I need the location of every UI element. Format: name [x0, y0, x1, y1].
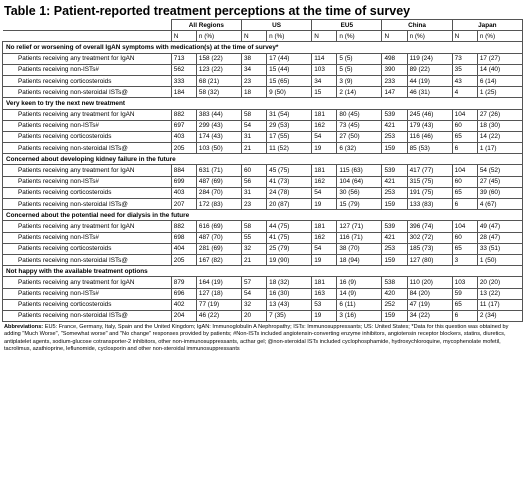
n-cell: 159 [382, 143, 407, 154]
pct-cell: 24 (78) [267, 187, 312, 198]
n-cell: 38 [241, 53, 266, 64]
n-cell: 65 [452, 187, 477, 198]
n-cell: 54 [241, 288, 266, 299]
n-cell: 184 [171, 87, 196, 98]
table-body [3, 20, 523, 322]
n-cell: 253 [382, 131, 407, 142]
pct-cell: 174 (43) [196, 131, 241, 142]
perceptions-table [2, 19, 523, 322]
n-cell: 58 [241, 109, 266, 120]
pct-header: n (%) [267, 31, 312, 42]
pct-cell: 281 (69) [196, 243, 241, 254]
n-cell: 181 [312, 165, 337, 176]
pct-cell: 127 (18) [196, 288, 241, 299]
row-label: Patients receiving corticosteroids [3, 75, 172, 86]
pct-cell: 16 (9) [337, 277, 382, 288]
n-cell: 23 [241, 75, 266, 86]
pct-cell: 383 (44) [196, 109, 241, 120]
n-cell: 538 [382, 277, 407, 288]
pct-cell: 417 (77) [407, 165, 452, 176]
pct-cell: 631 (71) [196, 165, 241, 176]
column-header-row [3, 31, 523, 42]
pct-cell: 80 (45) [337, 109, 382, 120]
pct-cell: 84 (20) [407, 288, 452, 299]
pct-cell: 85 (53) [407, 143, 452, 154]
row-label: Patients receiving any treatment for IgAN [3, 277, 172, 288]
table-row [3, 120, 523, 131]
n-cell: 539 [382, 221, 407, 232]
pct-cell: 77 (19) [196, 299, 241, 310]
n-cell: 159 [382, 199, 407, 210]
pct-cell: 119 (24) [407, 53, 452, 64]
pct-cell: 15 (79) [337, 199, 382, 210]
pct-cell: 3 (16) [337, 310, 382, 321]
row-label: Patients receiving any treatment for IgAN [3, 109, 172, 120]
n-cell: 6 [452, 199, 477, 210]
pct-cell: 487 (69) [196, 176, 241, 187]
table-row [3, 243, 523, 254]
n-cell: 60 [452, 176, 477, 187]
pct-cell: 46 (31) [407, 87, 452, 98]
table-row [3, 165, 523, 176]
n-cell: 32 [241, 243, 266, 254]
table-row [3, 87, 523, 98]
pct-cell: 11 (17) [477, 299, 522, 310]
n-cell: 34 [312, 75, 337, 86]
footnote-text: EU5: France, Germany, Italy, Spain and the United Kingdom; IgAN: Immunoglobulin A Nephropathy; ISTs: Immunosuppressants; US: United States; *Data for this question was obtained by adding "Much Worse", "Somewhat worse" and "No change" responses provided by patients; #Non-ISTs included angiotensin-converting enzyme inhibitors, angiotensin receptor blockers, statins, diuretics, antiplatelet agents, sodium-glucose cotransporter-2 inhibitors, other non-immunosuppressants, acthar gel; @non-steroidal ISTs included cyclophosphamide, hydroxychloroquine, mycophenolate mofetil, tacrolimus, azathioprine, leflunomide, cyclosporin and other non-steroidal immunosuppressants [4, 324, 509, 352]
pct-cell: 20 (20) [477, 277, 522, 288]
pct-cell: 41 (75) [267, 232, 312, 243]
n-cell: 162 [312, 176, 337, 187]
table-row [3, 199, 523, 210]
row-label: Patients receiving corticosteroids [3, 187, 172, 198]
region-header: EU5 [312, 20, 382, 31]
n-cell: 3 [452, 254, 477, 265]
region-header: Japan [452, 20, 522, 31]
n-cell: 19 [312, 143, 337, 154]
n-cell: 19 [312, 199, 337, 210]
n-cell: 698 [171, 232, 196, 243]
n-cell: 699 [171, 176, 196, 187]
n-cell: 404 [171, 243, 196, 254]
n-cell: 23 [241, 199, 266, 210]
row-label: Patients receiving non-steroidal ISTs@ [3, 87, 172, 98]
pct-cell: 5 (5) [337, 53, 382, 64]
pct-cell: 15 (44) [267, 64, 312, 75]
pct-cell: 28 (47) [477, 232, 522, 243]
table-row [3, 109, 523, 120]
table-row [3, 299, 523, 310]
table-row [3, 221, 523, 232]
n-cell: 114 [312, 53, 337, 64]
n-cell: 162 [312, 120, 337, 131]
pct-cell: 158 (22) [196, 53, 241, 64]
table-row [3, 277, 523, 288]
n-cell: 205 [171, 143, 196, 154]
n-cell: 697 [171, 120, 196, 131]
n-cell: 402 [171, 299, 196, 310]
n-cell: 6 [452, 310, 477, 321]
n-cell: 73 [452, 53, 477, 64]
pct-cell: 15 (65) [267, 75, 312, 86]
pct-cell: 27 (26) [477, 109, 522, 120]
n-cell: 103 [452, 277, 477, 288]
pct-cell: 487 (70) [196, 232, 241, 243]
n-header: N [312, 31, 337, 42]
region-header: China [382, 20, 452, 31]
n-cell: 18 [241, 87, 266, 98]
table-row [3, 64, 523, 75]
pct-cell: 18 (94) [337, 254, 382, 265]
row-label: Patients receiving any treatment for IgAN [3, 53, 172, 64]
row-label: Patients receiving corticosteroids [3, 299, 172, 310]
table-row [3, 131, 523, 142]
n-cell: 539 [382, 109, 407, 120]
n-cell: 20 [241, 310, 266, 321]
pct-cell: 14 (9) [337, 288, 382, 299]
pct-cell: 27 (45) [477, 176, 522, 187]
section-heading: Concerned about developing kidney failure in the future [3, 154, 523, 165]
pct-cell: 4 (67) [477, 199, 522, 210]
n-cell: 21 [241, 254, 266, 265]
row-label: Patients receiving non-steroidal ISTs@ [3, 254, 172, 265]
table-row [3, 288, 523, 299]
pct-cell: 68 (21) [196, 75, 241, 86]
pct-cell: 6 (32) [337, 143, 382, 154]
n-cell: 31 [241, 187, 266, 198]
pct-cell: 6 (11) [337, 299, 382, 310]
pct-cell: 38 (70) [337, 243, 382, 254]
row-label: Patients receiving corticosteroids [3, 131, 172, 142]
table-row [3, 310, 523, 321]
pct-cell: 33 (51) [477, 243, 522, 254]
pct-header: n (%) [337, 31, 382, 42]
footnote [0, 322, 523, 353]
n-cell: 403 [171, 131, 196, 142]
n-header: N [452, 31, 477, 42]
n-cell: 562 [171, 64, 196, 75]
n-cell: 55 [241, 232, 266, 243]
section-heading: Not happy with the available treatment options [3, 266, 523, 277]
row-label: Patients receiving any treatment for IgAN [3, 221, 172, 232]
pct-cell: 616 (69) [196, 221, 241, 232]
row-label: Patients receiving non-steroidal ISTs@ [3, 199, 172, 210]
pct-cell: 123 (22) [196, 64, 241, 75]
n-cell: 34 [241, 64, 266, 75]
n-cell: 333 [171, 75, 196, 86]
table-row [3, 53, 523, 64]
pct-cell: 103 (50) [196, 143, 241, 154]
table-row [3, 176, 523, 187]
n-cell: 713 [171, 53, 196, 64]
pct-cell: 127 (80) [407, 254, 452, 265]
pct-cell: 179 (43) [407, 120, 452, 131]
n-cell: 204 [171, 310, 196, 321]
pct-cell: 127 (71) [337, 221, 382, 232]
pct-cell: 302 (72) [407, 232, 452, 243]
pct-cell: 115 (63) [337, 165, 382, 176]
n-cell: 21 [241, 143, 266, 154]
section-heading-row [3, 210, 523, 221]
section-heading-row [3, 98, 523, 109]
pct-cell: 34 (22) [407, 310, 452, 321]
n-cell: 65 [452, 243, 477, 254]
table-row [3, 232, 523, 243]
region-header: All Regions [171, 20, 241, 31]
pct-cell: 299 (43) [196, 120, 241, 131]
n-cell: 60 [452, 120, 477, 131]
n-cell: 205 [171, 254, 196, 265]
section-heading: Concerned about the potential need for dialysis in the future [3, 210, 523, 221]
n-cell: 4 [452, 87, 477, 98]
section-heading: Very keen to try the next new treatment [3, 98, 523, 109]
pct-cell: 1 (17) [477, 143, 522, 154]
pct-cell: 14 (40) [477, 64, 522, 75]
pct-cell: 172 (83) [196, 199, 241, 210]
pct-cell: 7 (35) [267, 310, 312, 321]
footnote-abbr-label: Abbreviations: [4, 324, 44, 331]
pct-cell: 19 (90) [267, 254, 312, 265]
n-cell: 252 [382, 299, 407, 310]
n-cell: 159 [382, 310, 407, 321]
n-cell: 104 [452, 165, 477, 176]
pct-cell: 25 (79) [267, 243, 312, 254]
n-cell: 390 [382, 64, 407, 75]
pct-cell: 245 (46) [407, 109, 452, 120]
pct-cell: 30 (56) [337, 187, 382, 198]
n-cell: 60 [452, 232, 477, 243]
n-header: N [241, 31, 266, 42]
n-cell: 421 [382, 120, 407, 131]
n-cell: 181 [312, 277, 337, 288]
region-header-row [3, 20, 523, 31]
section-heading: No relief or worsening of overall IgAN symptoms with medication(s) at the time of survey* [3, 42, 523, 53]
pct-cell: 185 (73) [407, 243, 452, 254]
n-cell: 104 [452, 221, 477, 232]
pct-cell: 29 (53) [267, 120, 312, 131]
n-cell: 43 [452, 75, 477, 86]
n-cell: 147 [382, 87, 407, 98]
n-cell: 181 [312, 221, 337, 232]
n-cell: 53 [312, 299, 337, 310]
region-header: US [241, 20, 311, 31]
n-cell: 6 [452, 143, 477, 154]
n-cell: 54 [312, 187, 337, 198]
row-label: Patients receiving corticosteroids [3, 243, 172, 254]
n-cell: 58 [241, 221, 266, 232]
pct-cell: 315 (75) [407, 176, 452, 187]
pct-cell: 27 (50) [337, 131, 382, 142]
n-cell: 207 [171, 199, 196, 210]
row-label: Patients receiving non-steroidal ISTs@ [3, 143, 172, 154]
n-cell: 104 [452, 109, 477, 120]
n-cell: 233 [382, 75, 407, 86]
pct-cell: 17 (27) [477, 53, 522, 64]
n-cell: 884 [171, 165, 196, 176]
n-cell: 65 [452, 299, 477, 310]
pct-cell: 20 (87) [267, 199, 312, 210]
pct-cell: 13 (22) [477, 288, 522, 299]
section-heading-row [3, 42, 523, 53]
pct-cell: 73 (45) [337, 120, 382, 131]
pct-cell: 284 (70) [196, 187, 241, 198]
n-cell: 65 [452, 131, 477, 142]
n-cell: 882 [171, 221, 196, 232]
n-cell: 54 [241, 120, 266, 131]
pct-cell: 18 (32) [267, 277, 312, 288]
n-cell: 59 [452, 288, 477, 299]
pct-cell: 2 (14) [337, 87, 382, 98]
pct-header: n (%) [477, 31, 522, 42]
section-heading-row [3, 266, 523, 277]
pct-cell: 1 (25) [477, 87, 522, 98]
pct-cell: 17 (55) [267, 131, 312, 142]
pct-cell: 2 (34) [477, 310, 522, 321]
n-header: N [382, 31, 407, 42]
pct-cell: 49 (47) [477, 221, 522, 232]
pct-cell: 116 (46) [407, 131, 452, 142]
pct-cell: 44 (19) [407, 75, 452, 86]
table-row [3, 254, 523, 265]
pct-cell: 89 (22) [407, 64, 452, 75]
n-cell: 253 [382, 187, 407, 198]
n-cell: 696 [171, 288, 196, 299]
table-row [3, 187, 523, 198]
row-label: Patients receiving non-ISTs# [3, 120, 172, 131]
row-label: Patients receiving non-ISTs# [3, 176, 172, 187]
pct-cell: 9 (50) [267, 87, 312, 98]
n-cell: 56 [241, 176, 266, 187]
n-cell: 159 [382, 254, 407, 265]
n-cell: 31 [241, 131, 266, 142]
pct-cell: 44 (75) [267, 221, 312, 232]
row-label: Patients receiving non-ISTs# [3, 288, 172, 299]
n-cell: 181 [312, 109, 337, 120]
table-row [3, 143, 523, 154]
pct-cell: 133 (83) [407, 199, 452, 210]
pct-cell: 54 (52) [477, 165, 522, 176]
pct-cell: 18 (30) [477, 120, 522, 131]
pct-cell: 58 (32) [196, 87, 241, 98]
pct-cell: 3 (9) [337, 75, 382, 86]
pct-cell: 39 (60) [477, 187, 522, 198]
table-title: Table 1: Patient-reported treatment perceptions at the time of survey [4, 4, 411, 18]
n-cell: 421 [382, 232, 407, 243]
n-cell: 163 [312, 288, 337, 299]
pct-header: n (%) [407, 31, 452, 42]
n-cell: 19 [312, 254, 337, 265]
n-cell: 57 [241, 277, 266, 288]
n-cell: 162 [312, 232, 337, 243]
header-corner [3, 20, 172, 31]
row-label: Patients receiving non-ISTs# [3, 232, 172, 243]
n-cell: 60 [241, 165, 266, 176]
n-cell: 19 [312, 310, 337, 321]
header-corner [3, 31, 172, 42]
pct-cell: 191 (75) [407, 187, 452, 198]
n-cell: 882 [171, 109, 196, 120]
n-cell: 103 [312, 64, 337, 75]
row-label: Patients receiving non-ISTs# [3, 64, 172, 75]
n-cell: 15 [312, 87, 337, 98]
pct-cell: 13 (43) [267, 299, 312, 310]
pct-cell: 167 (82) [196, 254, 241, 265]
pct-cell: 6 (14) [477, 75, 522, 86]
pct-cell: 116 (71) [337, 232, 382, 243]
pct-cell: 1 (50) [477, 254, 522, 265]
pct-cell: 17 (44) [267, 53, 312, 64]
n-cell: 421 [382, 176, 407, 187]
row-label: Patients receiving any treatment for IgAN [3, 165, 172, 176]
pct-header: n (%) [196, 31, 241, 42]
pct-cell: 396 (74) [407, 221, 452, 232]
pct-cell: 45 (75) [267, 165, 312, 176]
pct-cell: 47 (19) [407, 299, 452, 310]
n-cell: 498 [382, 53, 407, 64]
n-cell: 253 [382, 243, 407, 254]
n-cell: 403 [171, 187, 196, 198]
pct-cell: 104 (64) [337, 176, 382, 187]
pct-cell: 31 (54) [267, 109, 312, 120]
n-cell: 35 [452, 64, 477, 75]
n-cell: 54 [312, 131, 337, 142]
n-cell: 32 [241, 299, 266, 310]
section-heading-row [3, 154, 523, 165]
n-cell: 420 [382, 288, 407, 299]
row-label: Patients receiving non-steroidal ISTs@ [3, 310, 172, 321]
n-cell: 54 [312, 243, 337, 254]
pct-cell: 110 (20) [407, 277, 452, 288]
pct-cell: 41 (73) [267, 176, 312, 187]
n-header: N [171, 31, 196, 42]
n-cell: 879 [171, 277, 196, 288]
table-row [3, 75, 523, 86]
pct-cell: 14 (22) [477, 131, 522, 142]
pct-cell: 11 (52) [267, 143, 312, 154]
pct-cell: 164 (19) [196, 277, 241, 288]
n-cell: 539 [382, 165, 407, 176]
pct-cell: 46 (22) [196, 310, 241, 321]
pct-cell: 16 (30) [267, 288, 312, 299]
pct-cell: 5 (5) [337, 64, 382, 75]
